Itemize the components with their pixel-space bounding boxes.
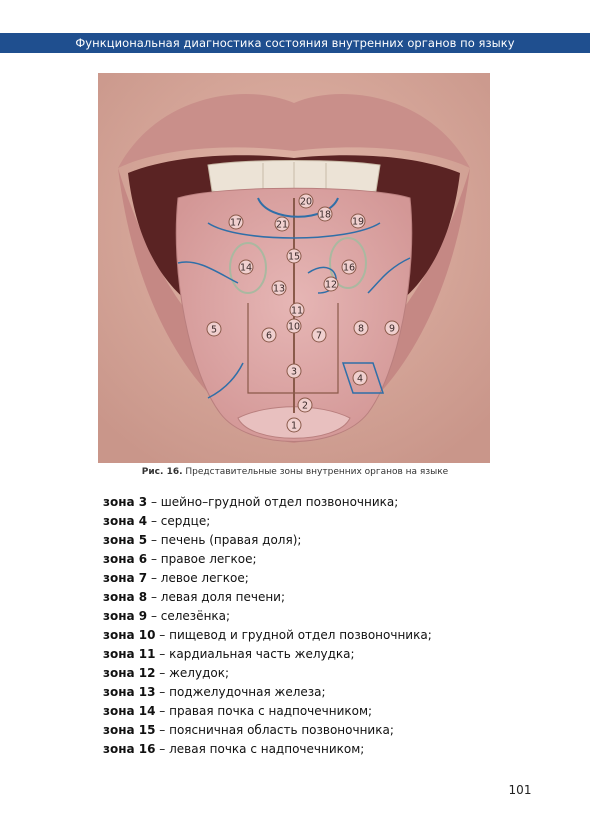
svg-text:11: 11 xyxy=(290,305,304,317)
zone-label-21 xyxy=(275,217,289,231)
zone-label-17 xyxy=(229,215,243,229)
zone-desc: – поджелудочная железа; xyxy=(155,685,326,699)
zone-desc: – пищевод и грудной отдел позвоночника; xyxy=(155,628,432,642)
zone-term: зона 11 xyxy=(103,647,156,661)
zone-desc: – правое легкое; xyxy=(147,552,257,566)
svg-text:20: 20 xyxy=(299,196,313,208)
zone-label-18 xyxy=(318,207,332,221)
zone-label-4 xyxy=(353,371,367,385)
zone-item xyxy=(103,607,573,626)
svg-text:2: 2 xyxy=(301,400,309,412)
page-number: 101 xyxy=(508,783,532,797)
svg-text:8: 8 xyxy=(357,323,365,335)
zone-term: зона 4 xyxy=(103,514,148,528)
svg-text:10: 10 xyxy=(287,321,301,333)
svg-text:19: 19 xyxy=(351,216,365,228)
zone-label-16 xyxy=(342,260,356,274)
zone-item xyxy=(103,493,573,512)
zone-list xyxy=(103,493,573,759)
zone-label-3 xyxy=(287,364,301,378)
zone-item xyxy=(103,702,573,721)
svg-text:7: 7 xyxy=(315,330,323,342)
figure-caption xyxy=(0,467,590,477)
zone-label-1 xyxy=(287,418,301,432)
zone-item xyxy=(103,645,573,664)
zone-label-7 xyxy=(312,328,326,342)
zone-label-2 xyxy=(298,398,312,412)
zone-item xyxy=(103,626,573,645)
zone-item xyxy=(103,664,573,683)
svg-text:9: 9 xyxy=(388,323,396,335)
zone-label-10 xyxy=(287,319,301,333)
zone-label-14 xyxy=(239,260,253,274)
svg-text:21: 21 xyxy=(275,219,289,231)
figure-caption-text: Представительные зоны внутренних органов на языке xyxy=(182,467,449,477)
zone-label-5 xyxy=(207,322,221,336)
zone-term: зона 8 xyxy=(103,590,148,604)
zone-desc: – левое легкое; xyxy=(147,571,249,585)
tongue-figure xyxy=(98,73,490,463)
svg-text:15: 15 xyxy=(287,251,301,263)
zone-label-20 xyxy=(299,194,313,208)
svg-text:5: 5 xyxy=(210,324,218,336)
zone-term: зона 5 xyxy=(103,533,148,547)
zone-item xyxy=(103,588,573,607)
zone-desc: – кардиальная часть желудка; xyxy=(155,647,355,661)
svg-text:3: 3 xyxy=(290,366,298,378)
zone-term: зона 6 xyxy=(103,552,148,566)
zone-desc: – селезёнка; xyxy=(147,609,231,623)
zone-term: зона 3 xyxy=(103,495,148,509)
zone-desc: – левая доля печени; xyxy=(147,590,286,604)
svg-text:16: 16 xyxy=(342,262,356,274)
zone-label-15 xyxy=(287,249,301,263)
zone-item xyxy=(103,683,573,702)
svg-text:14: 14 xyxy=(239,262,253,274)
tongue-illustration xyxy=(98,73,490,463)
zone-label-9 xyxy=(385,321,399,335)
zone-item xyxy=(103,531,573,550)
zone-item xyxy=(103,740,573,759)
svg-text:1: 1 xyxy=(290,420,298,432)
svg-text:6: 6 xyxy=(265,330,273,342)
zone-term: зона 13 xyxy=(103,685,156,699)
zone-term: зона 15 xyxy=(103,723,156,737)
zone-item xyxy=(103,550,573,569)
zone-label-19 xyxy=(351,214,365,228)
svg-text:4: 4 xyxy=(356,373,364,385)
figure-caption-number: Рис. 16. xyxy=(141,467,183,477)
zone-label-12 xyxy=(324,277,338,291)
zone-label-13 xyxy=(272,281,286,295)
zone-label-11 xyxy=(290,303,304,317)
zone-label-8 xyxy=(354,321,368,335)
zone-item xyxy=(103,569,573,588)
zone-item xyxy=(103,512,573,531)
zone-term: зона 14 xyxy=(103,704,156,718)
zone-desc: – поясничная область позвоночника; xyxy=(155,723,394,737)
zone-desc: – печень (правая доля); xyxy=(147,533,302,547)
svg-text:13: 13 xyxy=(272,283,286,295)
zone-desc: – сердце; xyxy=(147,514,211,528)
zone-term: зона 12 xyxy=(103,666,156,680)
zone-label-6 xyxy=(262,328,276,342)
zone-desc: – желудок; xyxy=(155,666,230,680)
zone-item xyxy=(103,721,573,740)
page-header: Функциональная диагностика состояния внутренних органов по языку xyxy=(0,33,590,53)
svg-text:12: 12 xyxy=(324,279,338,291)
zone-term: зона 9 xyxy=(103,609,148,623)
svg-text:18: 18 xyxy=(318,209,332,221)
zone-desc: – правая почка с надпочечником; xyxy=(155,704,373,718)
zone-term: зона 7 xyxy=(103,571,148,585)
svg-text:17: 17 xyxy=(229,217,243,229)
zone-desc: – шейно–грудной отдел позвоночника; xyxy=(147,495,399,509)
zone-desc: – левая почка с надпочечником; xyxy=(155,742,365,756)
zone-term: зона 10 xyxy=(103,628,156,642)
zone-term: зона 16 xyxy=(103,742,156,756)
